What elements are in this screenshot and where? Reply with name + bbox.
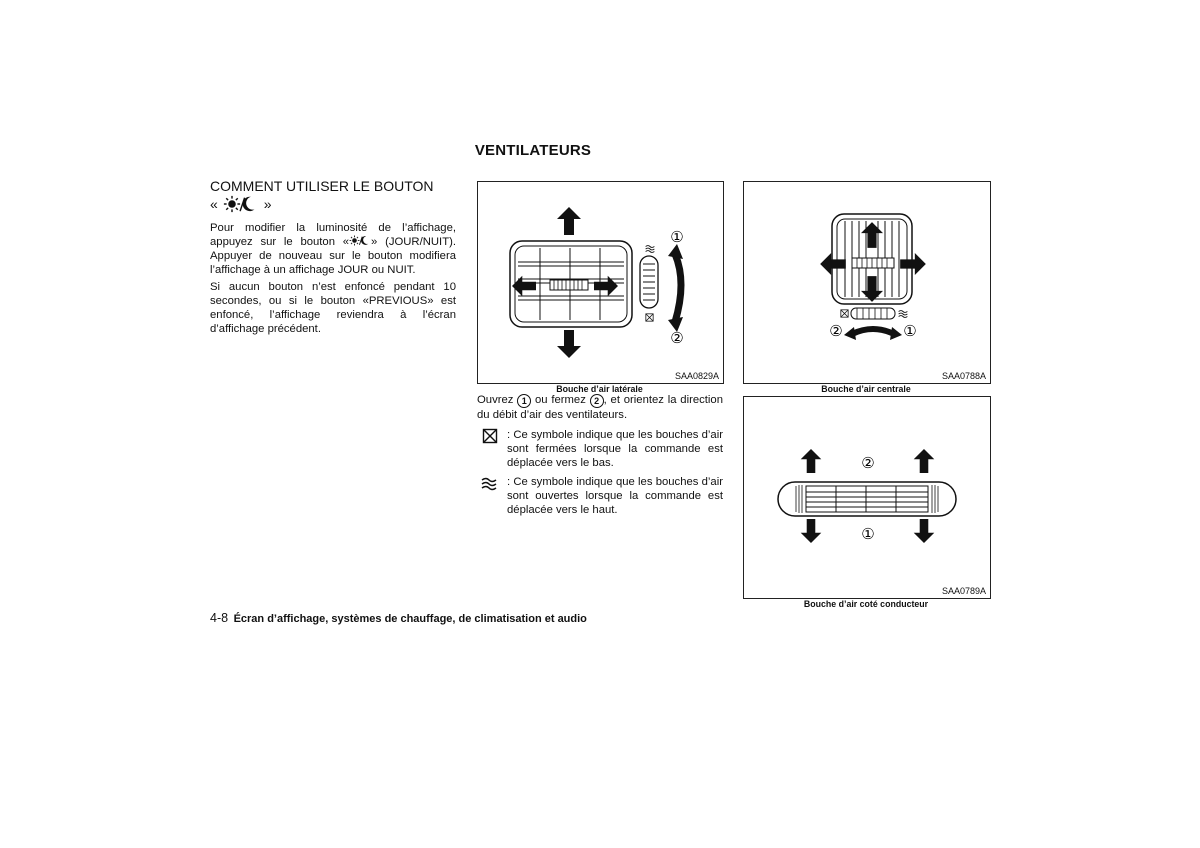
arrow-up-icon — [801, 449, 822, 473]
p-part-a: Ouvrez — [477, 394, 514, 406]
arrow-up-icon — [861, 222, 883, 248]
section-title: VENTILATEURS — [474, 142, 592, 159]
subsection-heading — [210, 178, 434, 213]
heading-quote-close: » — [263, 195, 272, 212]
paragraph-timeout: Si aucun bouton n’est enfoncé pendant 10 secondes, ou si le bouton «PREVIOUS» est enfoncé, l’affichage reviendra à l’écran d’affichage précédent. — [210, 281, 456, 335]
svg-text:②: ② — [861, 454, 875, 472]
figure-code: SAA0789A — [941, 586, 986, 596]
side-vent-illustration — [478, 182, 723, 383]
figure-code: SAA0788A — [941, 371, 986, 381]
svg-text:①: ① — [903, 322, 917, 340]
svg-text:①: ① — [670, 228, 684, 246]
figure-caption: Bouche d’air latérale — [556, 384, 643, 394]
driver-vent-illustration — [744, 397, 990, 598]
closed-symbol-text: : Ce symbole indique que les bouches d’air sont fermées lorsque la commande est déplacée vers le bas. — [507, 429, 723, 469]
arrow-up-icon — [557, 207, 581, 235]
paragraph-open-close — [477, 393, 723, 422]
figure-caption: Bouche d’air coté conducteur — [803, 599, 929, 609]
number-2: 2 — [590, 394, 604, 408]
svg-text:①: ① — [861, 525, 875, 543]
arrow-down-icon — [801, 519, 822, 543]
figure-caption: Bouche d’air centrale — [821, 384, 911, 394]
p1-part-b: » (JOUR/NUIT). Appuyer de nouveau sur le bouton modifiera l’affichage à un affichage JOUR ou NUIT. — [210, 236, 456, 276]
heading-quote-open: « — [210, 195, 218, 212]
figure-driver-vent — [743, 396, 991, 599]
arrow-down-icon — [557, 330, 581, 358]
chapter-title: Écran d’affichage, systèmes de chauffage, de climatisation et audio — [233, 613, 587, 625]
page-footer — [210, 611, 587, 625]
p-part-b: ou fermez — [534, 394, 586, 406]
vent-closed-icon — [482, 428, 498, 449]
arrow-down-icon — [861, 276, 883, 302]
heading-line1: COMMENT UTILISER LE BOUTON — [210, 178, 434, 194]
arrow-down-icon — [914, 519, 935, 543]
figure-central-vent — [743, 181, 991, 384]
vent-open-icon — [481, 476, 497, 497]
arrow-up-icon — [914, 449, 935, 473]
open-symbol-text: : Ce symbole indique que les bouches d’air sont ouvertes lorsque la commande est déplacée vers le haut. — [507, 476, 723, 516]
p-part-c: , et orientez la direction du débit d’air des ventilateurs. — [477, 394, 723, 421]
arrow-left-icon — [820, 253, 846, 275]
paragraph-day-night — [210, 221, 456, 277]
sun-moon-icon — [221, 195, 261, 213]
figure-side-vent — [477, 181, 724, 384]
page-number: 4-8 — [210, 611, 229, 625]
svg-text:②: ② — [829, 322, 843, 340]
central-vent-illustration — [744, 182, 990, 383]
svg-text:②: ② — [670, 329, 684, 347]
arrow-right-icon — [900, 253, 926, 275]
sun-moon-icon — [349, 235, 371, 246]
number-1: 1 — [517, 394, 531, 408]
p1-part-a: Pour modifier la luminosité de l’affichage, appuyez sur le bouton « — [210, 222, 456, 248]
figure-code: SAA0829A — [674, 371, 719, 381]
